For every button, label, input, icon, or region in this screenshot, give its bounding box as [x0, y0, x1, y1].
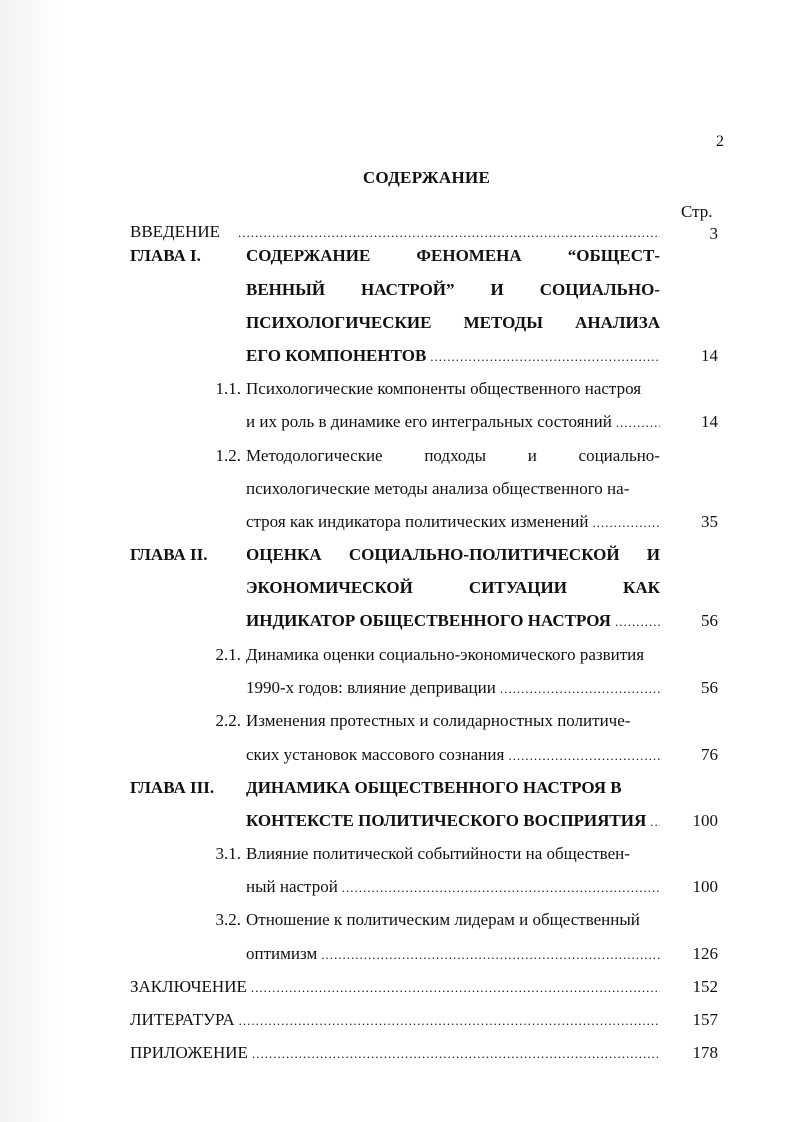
section-2-2-number: 2.2.: [215, 711, 241, 730]
section-3-2-line-2: [246, 944, 660, 965]
title-text: КОНТЕКСТЕ ПОЛИТИЧЕСКОГО ВОСПРИЯТИЯ: [246, 811, 647, 830]
section-1-2-line-3: [246, 512, 660, 533]
title-word: ОЦЕНКА: [246, 545, 322, 564]
section-3-2-number: 3.2.: [215, 910, 241, 929]
section-text: 1990-х годов: влияние депривации: [246, 678, 496, 697]
title-word: СИТУАЦИИ: [468, 578, 567, 597]
leader-dots: [251, 978, 660, 998]
section-2-1-number: 2.1.: [215, 645, 241, 664]
title-text: ЕГО КОМПОНЕНТОВ: [246, 346, 427, 365]
chapter-1-title-line-4: [246, 346, 660, 367]
leader-dots: [508, 746, 660, 766]
section-3-1-page: 100: [692, 877, 718, 896]
section-text: ный настрой: [246, 877, 338, 896]
section-2-1-line-2: [246, 678, 660, 699]
leader-dots: [616, 413, 660, 433]
section-1-2-line-2: психологические методы анализа общественного на-: [246, 479, 630, 498]
section-text: оптимизм: [246, 944, 318, 963]
title-word: МЕТОДЫ: [463, 313, 543, 332]
section-word: социально-: [578, 446, 660, 465]
toc-entry-literature: [130, 1010, 660, 1031]
toc-entry-intro: [130, 222, 660, 243]
section-2-2-page: 76: [701, 745, 718, 764]
toc-literature-page: 157: [692, 1010, 718, 1029]
chapter-1-title-line-2: [246, 280, 660, 300]
leader-dots: [342, 878, 660, 898]
chapter-2-title-line-3: [246, 611, 660, 632]
title-word: СОЦИАЛЬНО-: [539, 280, 660, 299]
title-word: ПСИХОЛОГИЧЕСКИЕ: [246, 313, 432, 332]
section-3-1-line-2: [246, 877, 660, 898]
section-text: и их роль в динамике его интегральных состояний: [246, 412, 612, 431]
leader-dots: [615, 612, 660, 632]
chapter-1-title-line-1: [246, 246, 660, 266]
chapter-1-title-line-3: [246, 313, 660, 333]
toc-intro-label: ВВЕДЕНИЕ: [130, 222, 220, 241]
chapter-2-title-line-2: [246, 578, 660, 598]
section-2-2-line-2: [246, 745, 660, 766]
title-word: “ОБЩЕСТ-: [567, 246, 660, 265]
chapter-1-page: 14: [701, 346, 718, 365]
leader-dots: [650, 812, 660, 832]
leader-dots: [321, 945, 660, 965]
toc-intro-page: 3: [709, 224, 718, 243]
page-number: 2: [716, 133, 724, 150]
chapter-1-label: ГЛАВА I.: [130, 246, 201, 265]
title-word: СОДЕРЖАНИЕ: [246, 246, 371, 265]
leader-dots: [593, 513, 661, 533]
leader-dots: [500, 679, 660, 699]
toc-literature-label: ЛИТЕРАТУРА: [130, 1010, 235, 1029]
leader-dots: [430, 347, 660, 367]
chapter-2-title-line-1: [246, 545, 660, 565]
toc-appendix-page: 178: [692, 1043, 718, 1062]
section-2-1-line-1: Динамика оценки социально-экономического развития: [246, 645, 645, 664]
section-word: подходы: [424, 446, 487, 465]
leader-dots: [239, 1011, 660, 1031]
title-word: И: [490, 280, 504, 299]
section-text: ских установок массового сознания: [246, 745, 505, 764]
title-word: ВЕННЫЙ: [246, 280, 326, 299]
toc-conclusion-label: ЗАКЛЮЧЕНИЕ: [130, 977, 247, 996]
section-1-2-line-1: [246, 446, 660, 466]
section-3-1-line-1: Влияние политической событийности на обществен-: [246, 844, 630, 863]
section-1-1-line-2: [246, 412, 660, 433]
section-3-1-number: 3.1.: [215, 844, 241, 863]
section-3-2-page: 126: [692, 944, 718, 963]
toc-conclusion-page: 152: [692, 977, 718, 996]
section-2-2-line-1: Изменения протестных и солидарностных политиче-: [246, 711, 631, 730]
section-2-1-page: 56: [701, 678, 718, 697]
section-word: и: [527, 446, 537, 465]
title-word: СОЦИАЛЬНО-ПОЛИТИЧЕСКОЙ: [348, 545, 620, 564]
title-word: КАК: [623, 578, 660, 597]
section-1-1-page: 14: [701, 412, 718, 431]
chapter-2-label: ГЛАВА II.: [130, 545, 208, 564]
leader-dots: [238, 223, 660, 243]
section-1-1-line-1: Психологические компоненты общественного настроя: [246, 379, 642, 398]
chapter-2-page: 56: [701, 611, 718, 630]
chapter-3-title-line-2: [246, 811, 660, 832]
title-word: НАСТРОЙ”: [361, 280, 455, 299]
page-column-label: Стр.: [681, 202, 713, 221]
toc-appendix-label: ПРИЛОЖЕНИЕ: [130, 1043, 248, 1062]
title-word: ФЕНОМЕНА: [416, 246, 522, 265]
chapter-3-page: 100: [692, 811, 718, 830]
section-3-2-line-1: Отношение к политическим лидерам и общественный: [246, 910, 640, 929]
chapter-3-label: ГЛАВА III.: [130, 778, 215, 797]
section-word: Методологические: [246, 446, 383, 465]
section-1-1-number: 1.1.: [215, 379, 241, 398]
page-title: СОДЕРЖАНИЕ: [362, 168, 491, 187]
toc-entry-appendix: [130, 1043, 660, 1064]
title-word: АНАЛИЗА: [575, 313, 660, 332]
section-text: строя как индикатора политических изменений: [246, 512, 589, 531]
toc-entry-conclusion: [130, 977, 660, 998]
title-text: ИНДИКАТОР ОБЩЕСТВЕННОГО НАСТРОЯ: [246, 611, 611, 630]
leader-dots: [252, 1044, 660, 1064]
title-word: ЭКОНОМИЧЕСКОЙ: [246, 578, 413, 597]
title-word: И: [646, 545, 660, 564]
section-1-2-page: 35: [701, 512, 718, 531]
chapter-3-title-line-1: ДИНАМИКА ОБЩЕСТВЕННОГО НАСТРОЯ В: [246, 778, 622, 797]
section-1-2-number: 1.2.: [215, 446, 241, 465]
